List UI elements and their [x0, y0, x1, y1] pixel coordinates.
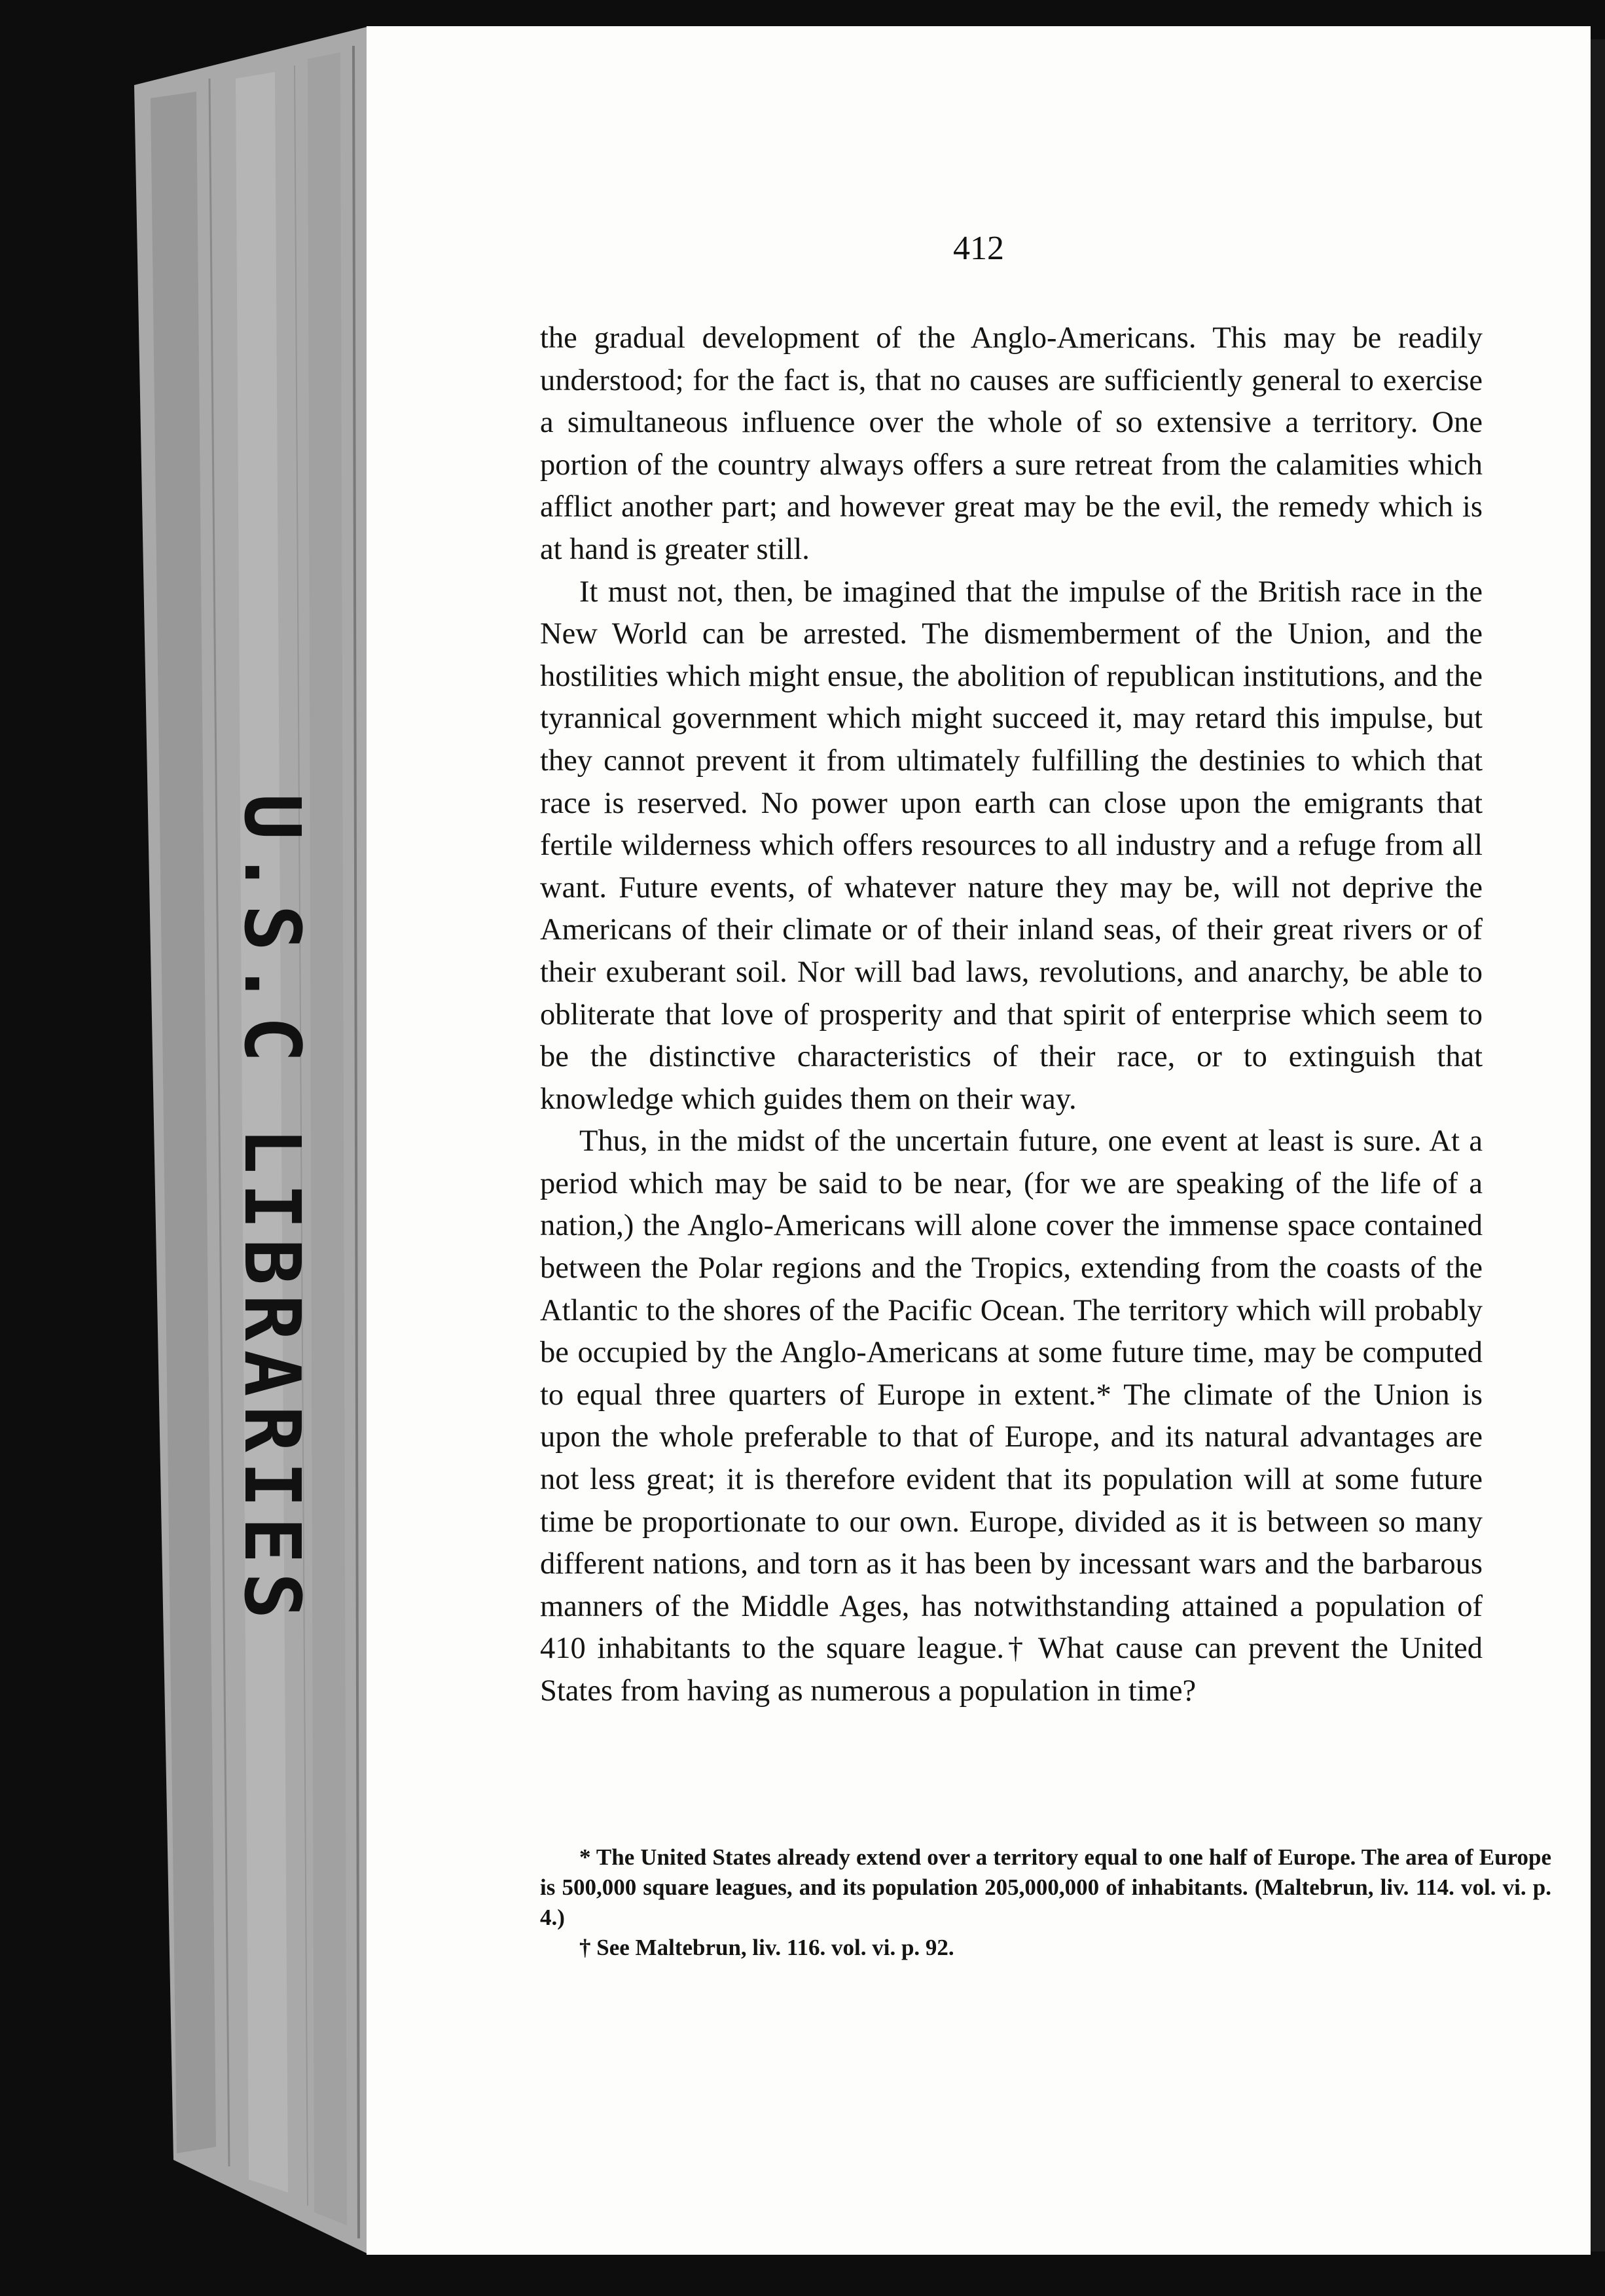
paragraph-3: Thus, in the midst of the uncertain future, one event at least is sure. At a period which may be said to be near, (for we are speaking of the life of a nation,) the Anglo-Americans will alone cover the immense space contained between the Polar regions and the Tropics, extending from the coasts of the Atlantic to the shores of the Pacific Ocean. The territory which will probably be occupied by the Anglo-Americans at some future time, may be computed to equal three quarters of Europe in extent.* The climate of the Union is upon the whole preferable to that of Europe, and its natural advantages are not less great; it is therefore evident that its population will at some future time be proportionate to our own. Europe, divided as it is between so many different nations, and torn as it has been by incessant wars and the barbarous manners of the Middle Ages, has notwithstanding attained a population of 410 inhabitants to the square league.† What cause can prevent the United States from having as numerous a population in time?	[540, 1124, 1483, 1708]
svg-text:U.S.C LIBRARIES: U.S.C LIBRARIES	[227, 793, 317, 1628]
page-number: 412	[953, 230, 1004, 267]
library-stamp	[227, 793, 317, 1628]
paragraph-1: the gradual development of the Anglo-Americans. This may be readily understood; for the fact is, that no causes are sufficiently general to exercise a simultaneous influence over the whole of so extensive a territory. One portion of the country always offers a sure retreat from the calamities which afflict another part; and however great may be the evil, the remedy which is at hand is greater still.	[540, 321, 1483, 566]
paragraph-2: It must not, then, be imagined that the impulse of the British race in the New World can be arrested. The dismemberment of the Union, and the hostilities which might ensue, the abolition of republican institutions, and the tyrannical government which might succeed it, may retard this impulse, but they cannot prevent it from ultimately fulfilling the destinies to which that race is reserved. No power upon earth can close upon the emigrants that fertile wilderness which offers resources to all industry and a refuge from all want. Future events, of whatever nature they may be, will not deprive the Americans of their climate or of their inland seas, of their great rivers or of their exuberant soil. Nor will bad laws, revolutions, and anarchy, be able to obliterate that love of prosperity and that spirit of enterprise which seem to be the distinctive characteristics of their race, or to extinguish that knowledge which guides them on their way.	[540, 575, 1483, 1116]
body-text	[540, 317, 1483, 1713]
footnote-2: † See Maltebrun, liv. 116. vol. vi. p. 92.	[579, 1935, 954, 1960]
footnotes-container	[540, 1842, 1551, 1963]
footnote-1: * The United States already extend over a territory equal to one half of Europe. The area of Europe is 500,000 square leagues, and its population 205,000,000 of inhabitants. (Maltebrun, liv. 114. vol. vi. p. 4.)	[540, 1844, 1551, 1930]
